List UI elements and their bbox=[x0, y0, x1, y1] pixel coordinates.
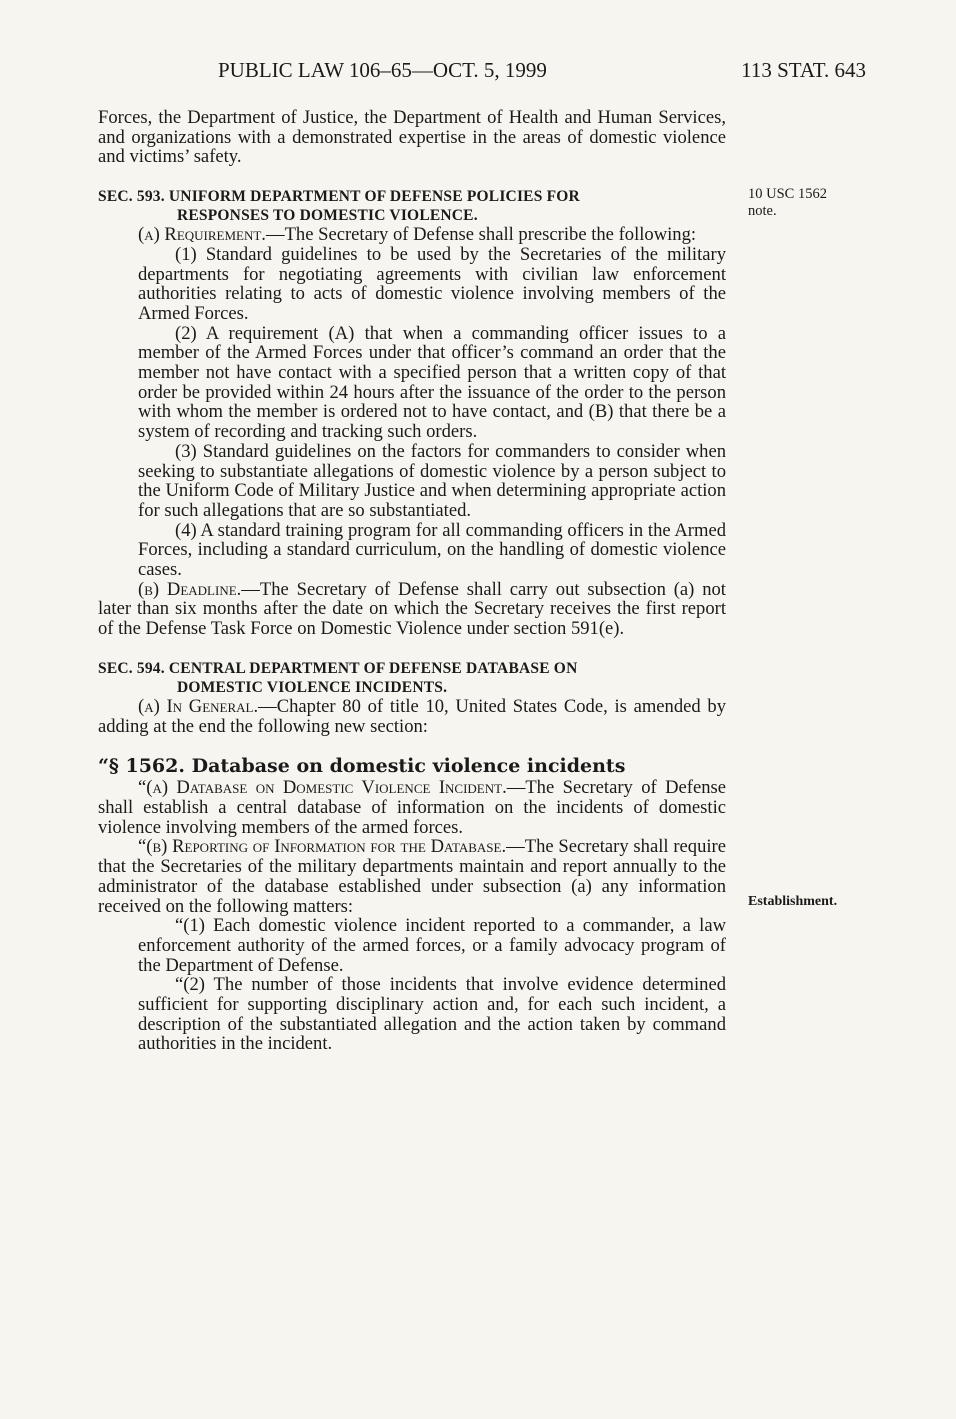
subsection-label: (a) Requirement. bbox=[138, 224, 266, 246]
section-593-heading-line1: SEC. 593. UNIFORM DEPARTMENT OF DEFENSE POLICIES FOR bbox=[98, 188, 580, 206]
section-593-heading bbox=[98, 187, 726, 225]
stat-page-number: 113 STAT. 643 bbox=[741, 58, 866, 82]
sec1562-item-1: “(1) Each domestic violence incident reported to a commander, a law enforcement authority of the armed forces, or a family advocacy program of the Department of Defense. bbox=[138, 915, 726, 976]
intro-paragraph: Forces, the Department of Justice, the Department of Health and Human Services, and organizations with a demonstrated expertise in the areas of domestic violence and victims’ safety. bbox=[98, 107, 726, 168]
subsection-label: “(b) Reporting of Information for the Database. bbox=[138, 836, 507, 858]
subsection-text: —The Secretary of Defense shall prescribe the following: bbox=[265, 224, 697, 246]
usc-citation: 10 USC 1562 bbox=[748, 186, 827, 202]
usc-note-label: note. bbox=[748, 203, 777, 219]
sec593-item-2: (2) A requirement (A) that when a commanding officer issues to a member of the Armed Forces under that officer’s command an order that the member not have contact with a specified person that a written copy of that order be provided within 24 hours after the issuance of the order to the person with whom the member is ordered not to have contact, and (B) that there be a system of recording and tracking such orders. bbox=[138, 322, 726, 443]
subsection-label: “(a) Database on Domestic Violence Incident. bbox=[138, 777, 507, 799]
sec593-item-1: (1) Standard guidelines to be used by the Secretaries of the military departments for negotiating agreements with civilian law enforcement authorities relating to acts of domestic violence involving members of the Armed Forces. bbox=[138, 243, 726, 324]
section-593-heading-line2: RESPONSES TO DOMESTIC VIOLENCE. bbox=[177, 207, 478, 225]
running-header bbox=[218, 58, 866, 88]
section-594-heading bbox=[98, 659, 726, 697]
sec593-subsection-b bbox=[98, 580, 726, 639]
section-1562-heading: “§ 1562. Database on domestic violence incidents bbox=[98, 755, 626, 778]
subsection-text: —Chapter 80 of title 10, United States Code, is amended by adding at the end the following new section: bbox=[98, 695, 726, 737]
section-594-heading-line1: SEC. 594. CENTRAL DEPARTMENT OF DEFENSE DATABASE ON bbox=[98, 659, 578, 677]
sec1562-subsection-b bbox=[98, 837, 726, 916]
usc-margin-note bbox=[748, 186, 827, 220]
subsection-text: —The Secretary of Defense shall establish a central database of information on the incidents of domestic violence involving members of the armed forces. bbox=[98, 777, 726, 838]
subsection-label: (a) In General. bbox=[138, 695, 259, 717]
sec1562-item-2: “(2) The number of those incidents that involve evidence determined sufficient for supporting disciplinary action and, for each such incident, a description of the substantiated allegation and the action taken by command authorities in the incident. bbox=[138, 974, 726, 1055]
section-594-heading-line2: DOMESTIC VIOLENCE INCIDENTS. bbox=[177, 678, 448, 696]
subsection-text: —The Secretary of Defense shall carry out subsection (a) not later than six months after the date on which the Secretary receives the first report of the Defense Task Force on Domestic Violence under section 591(e). bbox=[98, 578, 726, 640]
law-title: PUBLIC LAW 106–65—OCT. 5, 1999 bbox=[218, 58, 547, 82]
sec593-subsection-a bbox=[98, 225, 726, 245]
sec594-subsection-a bbox=[98, 697, 726, 736]
sec593-item-4: (4) A standard training program for all commanding officers in the Armed Forces, including a standard curriculum, on the handling of domestic violence cases. bbox=[138, 519, 726, 581]
subsection-text: —The Secretary shall require that the Secretaries of the military departments maintain and report annually to the administrator of the database established under subsection (a) any information received on the following matters: bbox=[98, 836, 726, 917]
establishment-margin-note: Establishment. bbox=[748, 894, 838, 909]
sec1562-subsection-a bbox=[98, 778, 726, 837]
subsection-label: (b) Deadline. bbox=[138, 578, 242, 600]
document-body bbox=[98, 108, 726, 1054]
sec593-item-3: (3) Standard guidelines on the factors for commanders to consider when seeking to substantiate allegations of domestic violence by a person subject to the Uniform Code of Military Justice and when determining appropriate action for such allegations that are so substantiated. bbox=[138, 440, 726, 521]
